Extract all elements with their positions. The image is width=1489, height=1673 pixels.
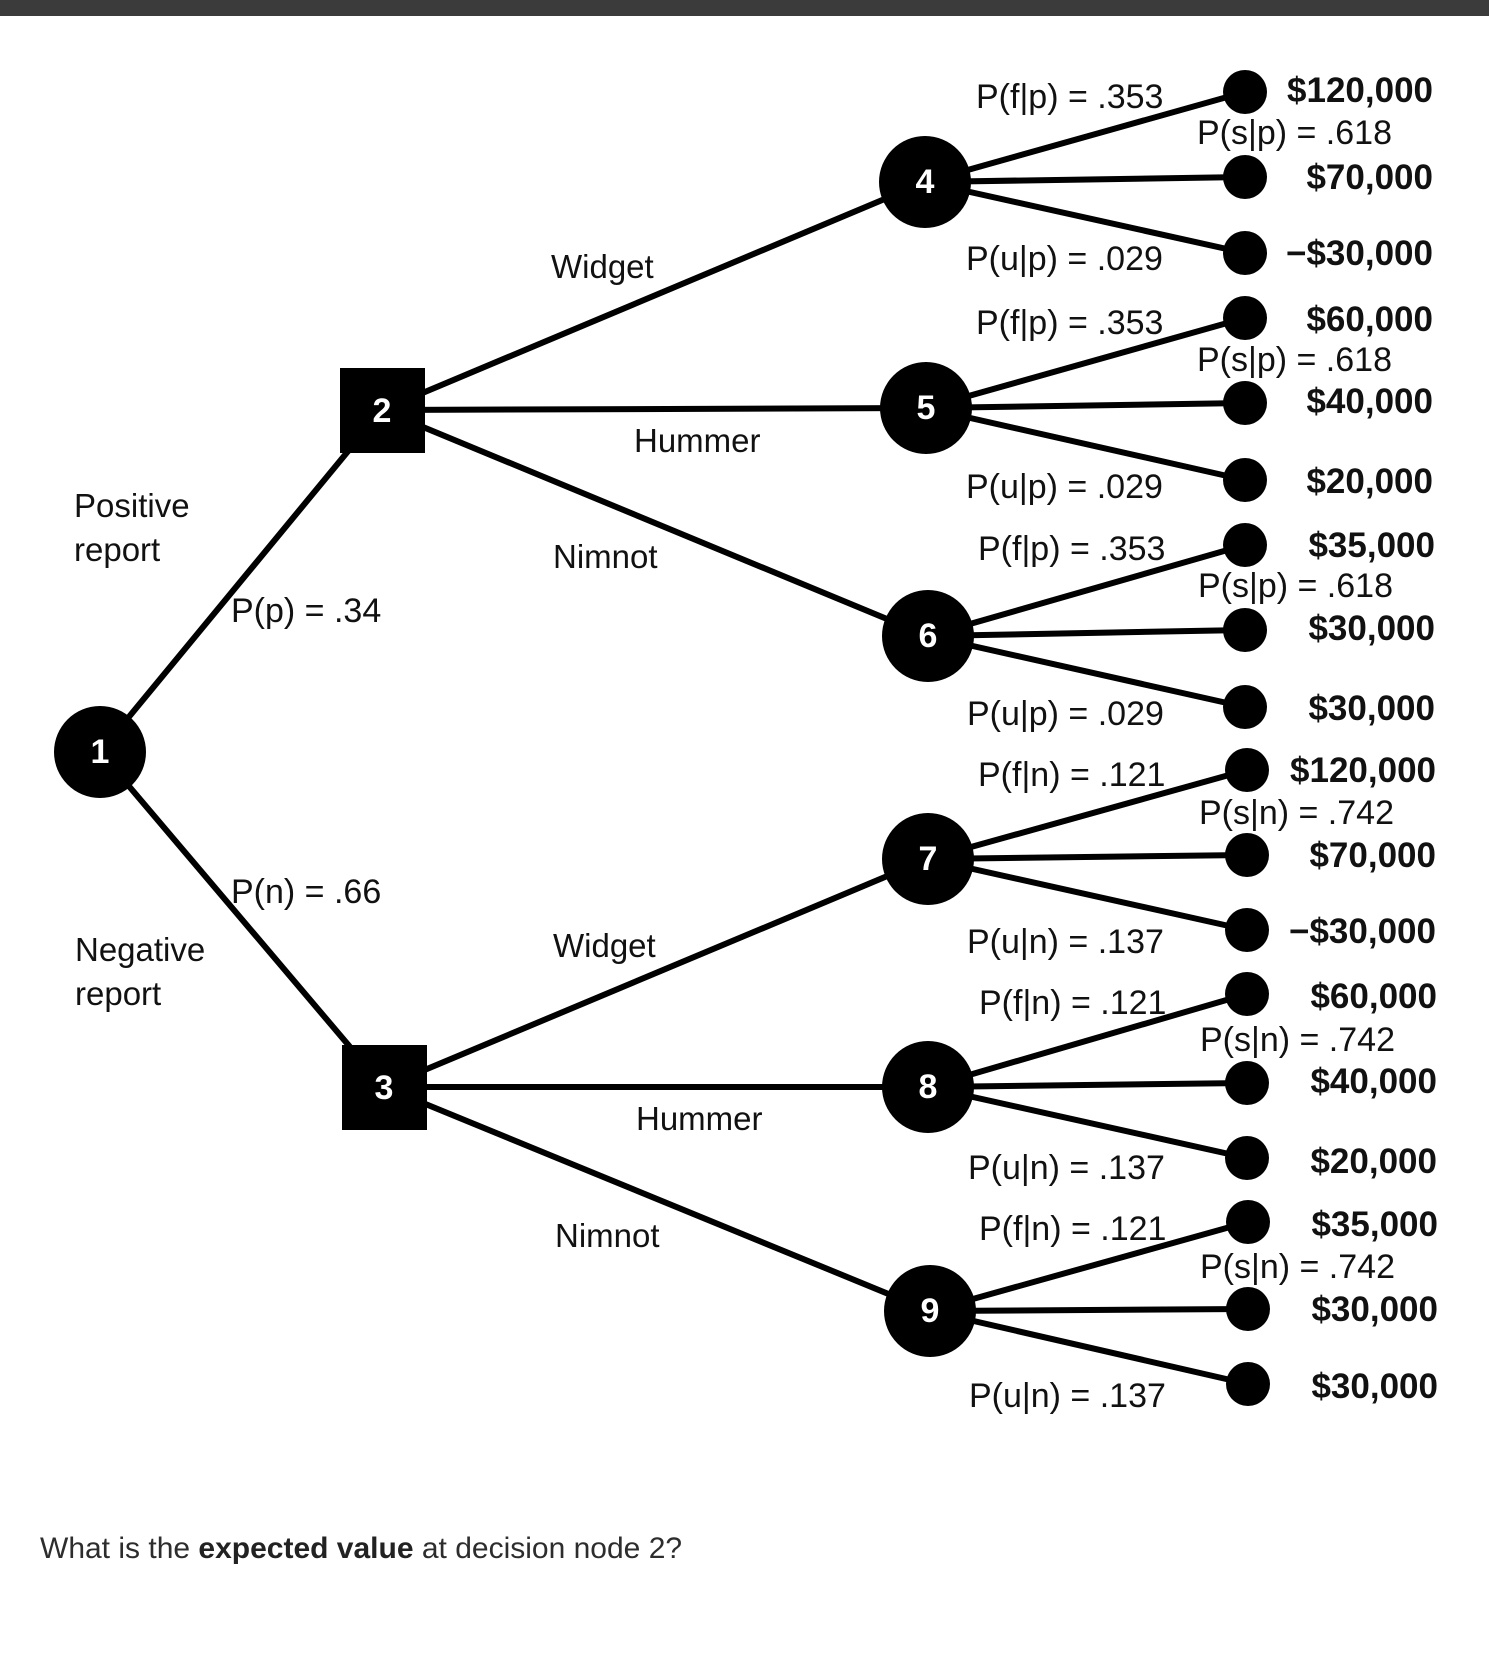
- prob-f-node7: P(f|n) = .121: [978, 756, 1166, 794]
- payoff: $35,000: [1308, 526, 1435, 565]
- edge-5-s: [926, 403, 1245, 408]
- negative-report-label-line1: Negative: [75, 931, 206, 968]
- payoff: $20,000: [1310, 1142, 1437, 1181]
- edge-3-7: [384, 859, 928, 1087]
- node-1-label: 1: [90, 733, 110, 771]
- node-4-label: 4: [915, 163, 935, 201]
- payoff: $30,000: [1311, 1367, 1438, 1406]
- prob-s-node8: P(s|n) = .742: [1200, 1021, 1395, 1059]
- edge-2-5: [382, 408, 926, 410]
- prob-u-node5: P(u|p) = .029: [966, 468, 1163, 506]
- node-9-label: 9: [920, 1292, 940, 1330]
- alt-nimnot-negative: Nimnot: [555, 1217, 660, 1254]
- terminal-node: [1223, 523, 1267, 567]
- payoff: $120,000: [1290, 751, 1436, 790]
- prob-u-node4: P(u|p) = .029: [966, 240, 1163, 278]
- chance-node-4: [879, 136, 971, 228]
- terminal-node: [1225, 972, 1269, 1016]
- chance-node-7: [882, 813, 974, 905]
- terminal-node: [1225, 1061, 1269, 1105]
- payoff: $40,000: [1306, 382, 1433, 421]
- prob-f-node9: P(f|n) = .121: [979, 1210, 1167, 1248]
- alt-hummer-negative: Hummer: [636, 1100, 763, 1137]
- decision-node-3: [342, 1045, 427, 1130]
- chance-node-6: [882, 590, 974, 682]
- terminal-node: [1223, 231, 1267, 275]
- payoff: $30,000: [1308, 689, 1435, 728]
- payoff: $30,000: [1308, 609, 1435, 648]
- prob-s-node6: P(s|p) = .618: [1198, 567, 1393, 605]
- node-2-label: 2: [372, 392, 392, 430]
- payoff: $60,000: [1310, 977, 1437, 1016]
- edge-7-s: [928, 855, 1247, 859]
- alt-hummer-positive: Hummer: [634, 422, 761, 459]
- negative-report-label-line2: report: [75, 975, 162, 1012]
- chance-node-1: [54, 706, 146, 798]
- prob-f-node6: P(f|p) = .353: [978, 530, 1166, 568]
- prob-f-node5: P(f|p) = .353: [976, 304, 1164, 342]
- terminal-node: [1226, 1287, 1270, 1331]
- terminal-node: [1225, 908, 1269, 952]
- node-3-label: 3: [374, 1069, 394, 1107]
- node-7-label: 7: [918, 840, 938, 878]
- edge-2-4: [382, 182, 925, 410]
- question-bold: expected value: [198, 1532, 414, 1565]
- negative-report-prob: P(n) = .66: [231, 873, 382, 911]
- terminal-node: [1225, 833, 1269, 877]
- edge-4-s: [925, 177, 1245, 182]
- terminal-node: [1223, 381, 1267, 425]
- edge-8-u: [928, 1087, 1247, 1158]
- terminal-node: [1225, 1136, 1269, 1180]
- decision-node-2: [340, 368, 425, 453]
- prob-u-node9: P(u|n) = .137: [969, 1377, 1166, 1415]
- edge-7-u: [928, 859, 1247, 930]
- edge-9-s: [930, 1309, 1248, 1311]
- edge-8-s: [928, 1083, 1247, 1087]
- positive-report-label-line2: report: [74, 531, 161, 568]
- alt-widget-negative: Widget: [553, 927, 656, 964]
- node-8-label: 8: [918, 1068, 938, 1106]
- terminal-node: [1225, 748, 1269, 792]
- chance-node-9: [884, 1265, 976, 1357]
- payoff: −$30,000: [1289, 912, 1436, 951]
- question-suffix: at decision node 2?: [413, 1532, 683, 1565]
- prob-s-node4: P(s|p) = .618: [1197, 114, 1392, 152]
- prob-s-node7: P(s|n) = .742: [1199, 794, 1394, 832]
- terminal-node: [1223, 458, 1267, 502]
- terminal-nodes: [1223, 70, 1270, 1406]
- alt-widget-positive: Widget: [551, 248, 654, 285]
- positive-report-label-line1: Positive: [74, 487, 190, 524]
- terminal-node: [1226, 1200, 1270, 1244]
- prob-s-node9: P(s|n) = .742: [1200, 1248, 1395, 1286]
- payoff: $70,000: [1306, 158, 1433, 197]
- terminal-node: [1223, 296, 1267, 340]
- terminal-node: [1223, 70, 1267, 114]
- terminal-node: [1223, 155, 1267, 199]
- question-prefix: What is the: [40, 1532, 199, 1565]
- chance-node-5: [880, 362, 972, 454]
- payoff: $40,000: [1310, 1062, 1437, 1101]
- edge-6-s: [928, 630, 1245, 636]
- edge-9-u: [930, 1311, 1248, 1384]
- prob-f-node8: P(f|n) = .121: [979, 984, 1167, 1022]
- chance-node-8: [882, 1041, 974, 1133]
- prob-u-node7: P(u|n) = .137: [967, 923, 1164, 961]
- payoff: $70,000: [1309, 836, 1436, 875]
- payoff: −$30,000: [1286, 234, 1433, 273]
- payoff: $35,000: [1311, 1205, 1438, 1244]
- terminal-node: [1223, 608, 1267, 652]
- terminal-node: [1226, 1362, 1270, 1406]
- node-5-label: 5: [916, 389, 936, 427]
- node-6-label: 6: [918, 617, 938, 655]
- positive-report-prob: P(p) = .34: [231, 592, 382, 630]
- prob-s-node5: P(s|p) = .618: [1197, 341, 1392, 379]
- payoff: $20,000: [1306, 462, 1433, 501]
- prob-f-node4: P(f|p) = .353: [976, 78, 1164, 116]
- terminal-node: [1223, 685, 1267, 729]
- edge-1-3: [100, 752, 384, 1087]
- payoff: $120,000: [1287, 71, 1433, 110]
- alt-nimnot-positive: Nimnot: [553, 538, 658, 575]
- edge-1-2: [100, 410, 382, 752]
- prob-u-node8: P(u|n) = .137: [968, 1149, 1165, 1187]
- tree-edges: [100, 92, 1248, 1384]
- payoff: $30,000: [1311, 1290, 1438, 1329]
- question-text: [40, 1532, 682, 1566]
- payoff: $60,000: [1306, 300, 1433, 339]
- prob-u-node6: P(u|p) = .029: [967, 695, 1164, 733]
